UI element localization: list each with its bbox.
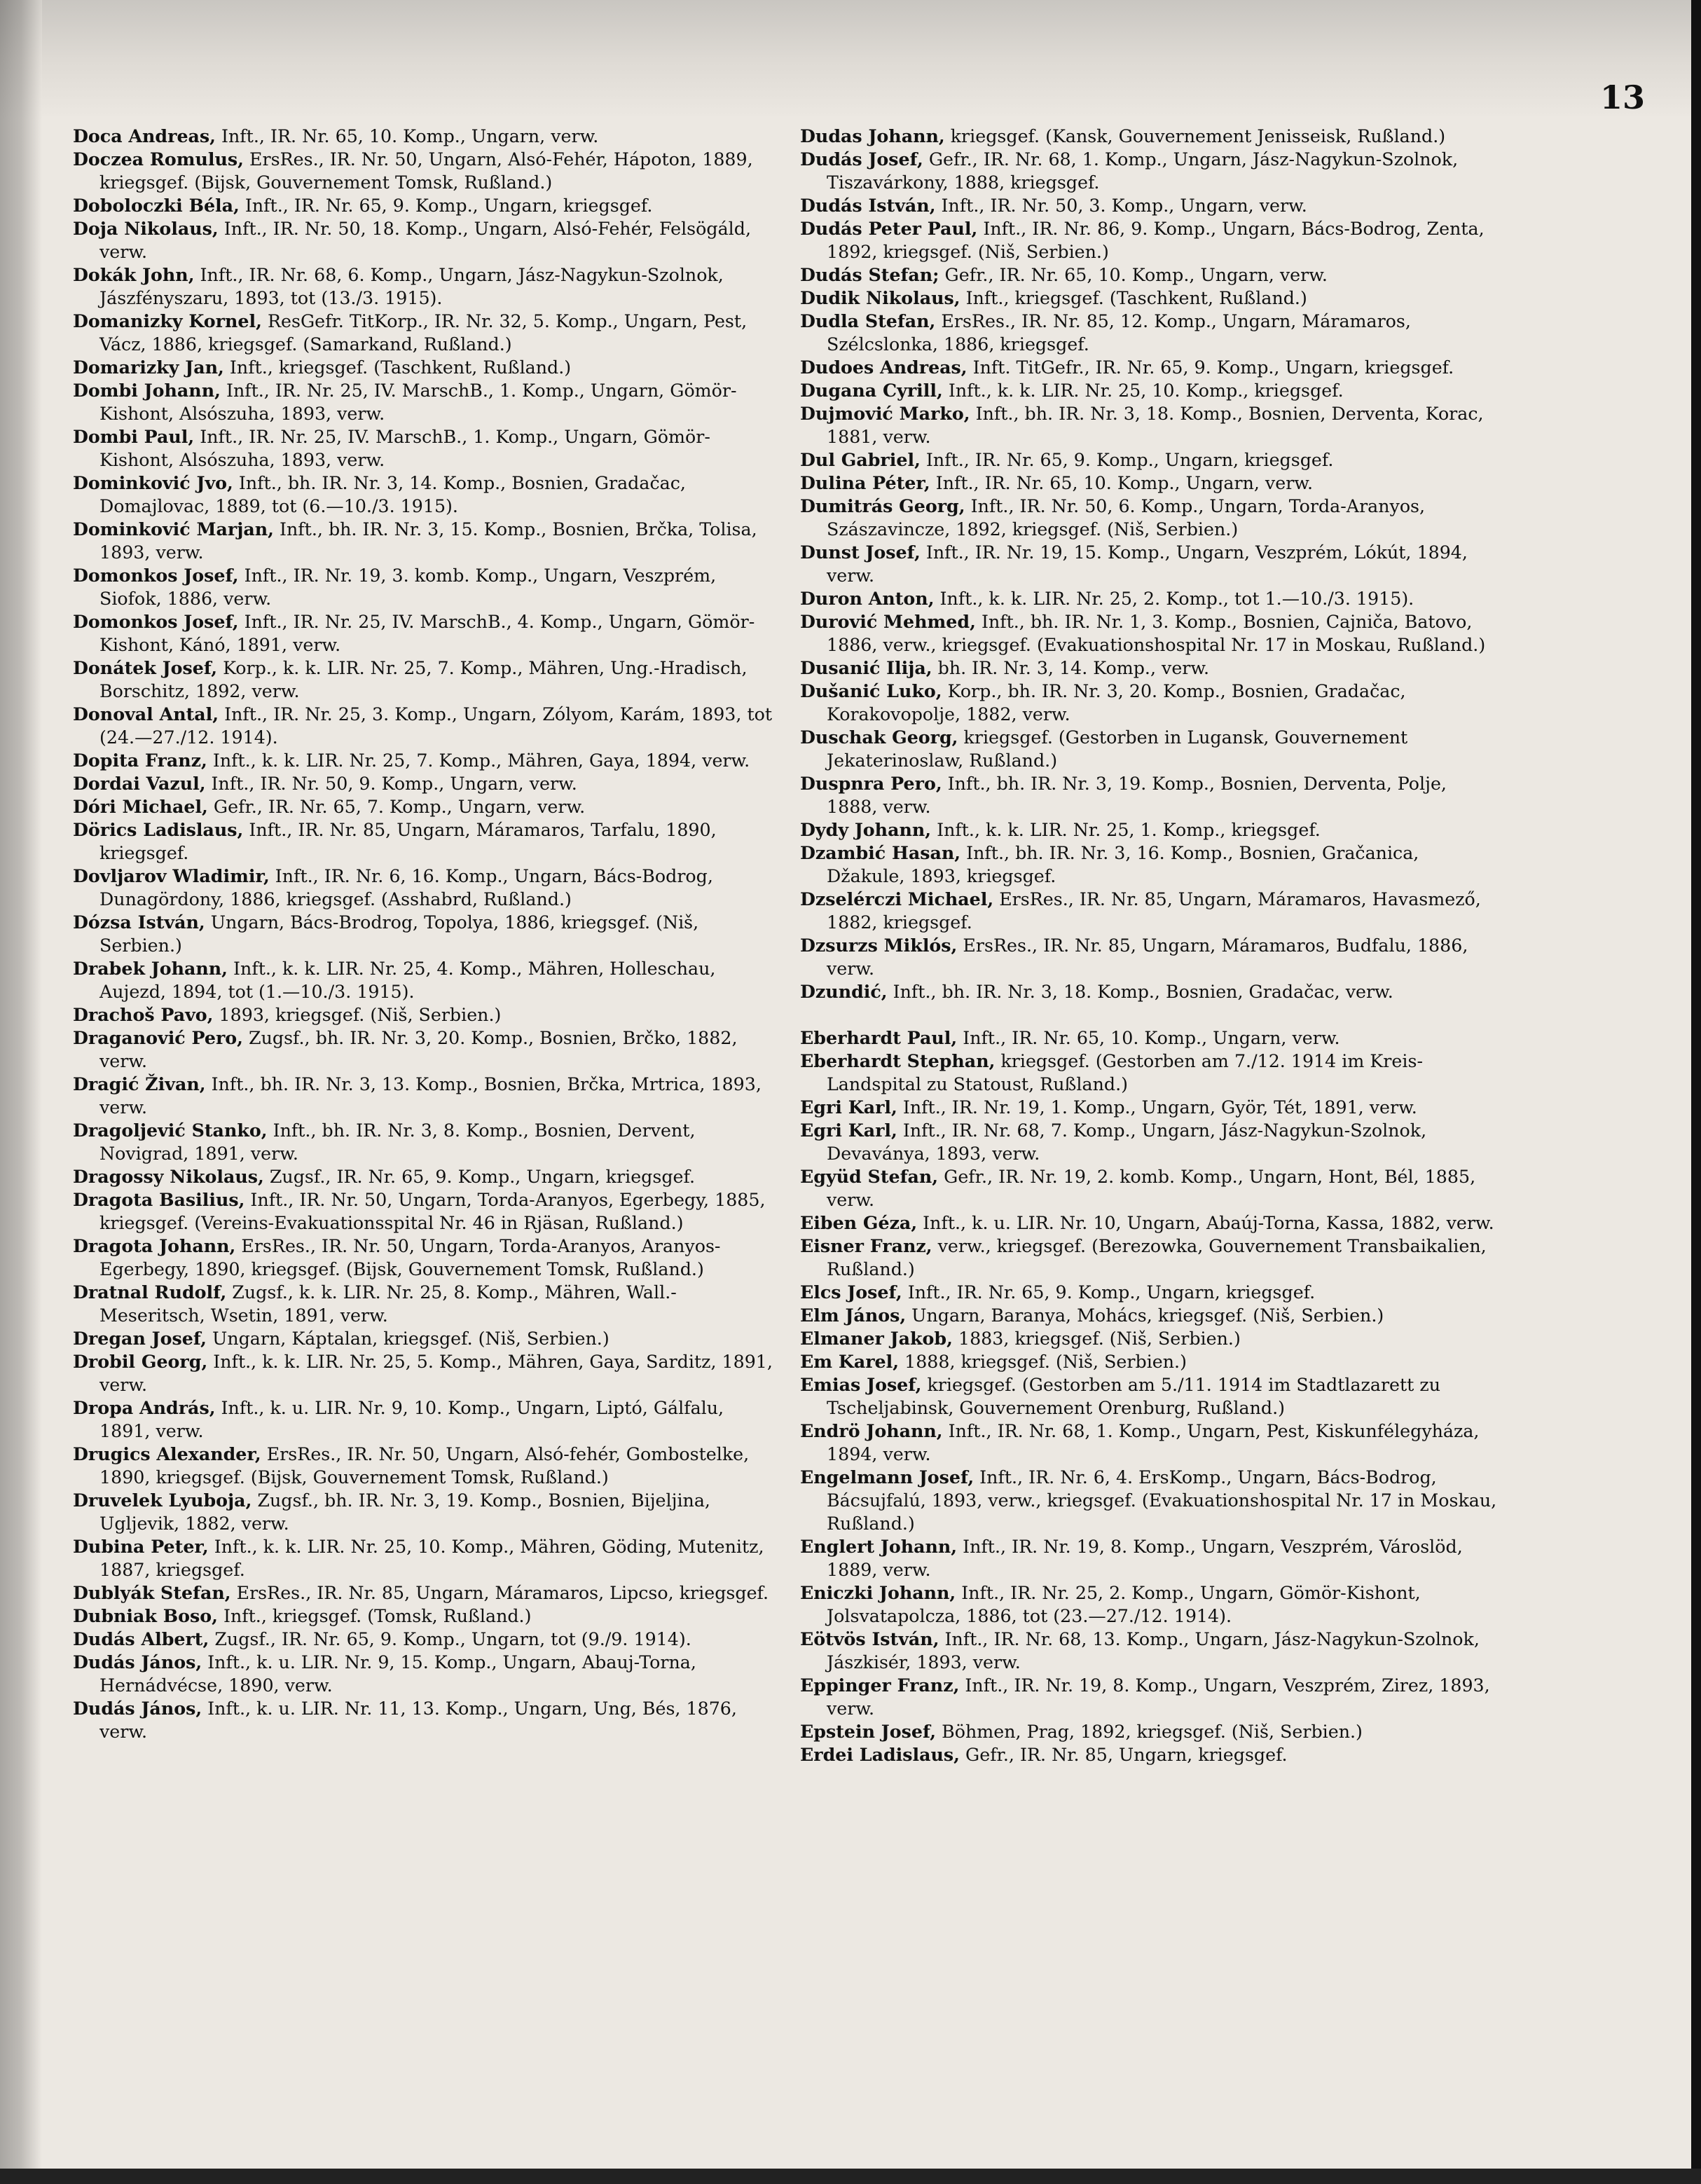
register-entry bbox=[73, 1489, 773, 1535]
entry-details: Inft., IR. Nr. 6, 4. ErsKomp., Ungarn, Bács-Bodrog, Bácsujfalú, 1893, verw., kriegsgef. (Evakuationshospital Nr. 17 in Moskau, Rußland.) bbox=[827, 1467, 1497, 1534]
entry-name: Dragić Živan, bbox=[73, 1073, 206, 1094]
register-entry bbox=[800, 263, 1501, 287]
register-entry bbox=[73, 148, 773, 194]
entry-name: Doca Andreas, bbox=[73, 125, 216, 146]
entry-name: Elmaner Jakob, bbox=[800, 1328, 953, 1349]
register-entry bbox=[800, 772, 1501, 818]
entry-details: ErsRes., IR. Nr. 85, Ungarn, Máramaros, Havasmező, 1882, kriegsgef. bbox=[827, 889, 1481, 933]
register-entry bbox=[800, 610, 1501, 657]
register-entry bbox=[73, 703, 773, 749]
entry-name: Dzundić, bbox=[800, 981, 888, 1002]
register-entry bbox=[73, 657, 773, 703]
register-entry bbox=[73, 1697, 773, 1743]
register-entry bbox=[800, 217, 1501, 263]
entry-name: Dragossy Nikolaus, bbox=[73, 1166, 264, 1187]
register-entry bbox=[73, 518, 773, 564]
entry-details: Gefr., IR. Nr. 19, 2. komb. Komp., Ungarn, Hont, Bél, 1885, verw. bbox=[827, 1167, 1476, 1210]
register-entry bbox=[73, 263, 773, 310]
entry-details: Inft., IR. Nr. 25, 3. Komp., Ungarn, Zólyom, Karám, 1893, tot (24.—27./12. 1914). bbox=[99, 704, 773, 748]
register-entry bbox=[73, 911, 773, 957]
register-entry bbox=[73, 125, 773, 148]
entry-name: Dusanić Ilija, bbox=[800, 657, 932, 678]
entry-details: ErsRes., IR. Nr. 50, Ungarn, Alsó-Fehér, Hápoton, 1889, kriegsgef. (Bijsk, Gouvernement Tomsk, Rußland.) bbox=[99, 149, 753, 193]
entry-details: Inft., IR. Nr. 65, 9. Komp., Ungarn, kriegsgef. bbox=[239, 195, 653, 216]
entry-name: Dumitrás Georg, bbox=[800, 495, 965, 516]
register-entry bbox=[800, 379, 1501, 402]
entry-details: Inft., IR. Nr. 50, 9. Komp., Ungarn, verw. bbox=[205, 774, 577, 794]
register-entry bbox=[73, 610, 773, 657]
entry-details: Inft., bh. IR. Nr. 3, 18. Komp., Bosnien, Gradačac, verw. bbox=[887, 982, 1393, 1002]
register-entry bbox=[800, 541, 1501, 587]
entry-name: Druvelek Lyuboja, bbox=[73, 1490, 252, 1511]
entry-name: Eppinger Franz, bbox=[800, 1675, 960, 1696]
register-entry bbox=[800, 287, 1501, 310]
entry-details: Inft., IR. Nr. 68, 1. Komp., Ungarn, Pest, Kiskunfélegyháza, 1894, verw. bbox=[827, 1421, 1480, 1464]
entry-name: Eberhardt Paul, bbox=[800, 1027, 958, 1048]
entry-name: Erdei Ladislaus, bbox=[800, 1744, 960, 1765]
entry-details: Zugsf., bh. IR. Nr. 3, 20. Komp., Bosnien, Brčko, 1882, verw. bbox=[99, 1028, 738, 1071]
register-entry bbox=[800, 657, 1501, 680]
entry-details: Inft., IR. Nr. 25, 2. Komp., Ungarn, Gömör-Kishont, Jolsvatapolcza, 1886, tot (23.—27./12. 1914). bbox=[827, 1583, 1421, 1626]
entry-name: Duspnra Pero, bbox=[800, 773, 942, 794]
entry-name: Elcs Josef, bbox=[800, 1282, 902, 1303]
register-entry bbox=[800, 888, 1501, 934]
entry-details: Inft., IR. Nr. 85, Ungarn, Máramaros, Tarfalu, 1890, kriegsgef. bbox=[99, 820, 717, 863]
entry-details: ErsRes., IR. Nr. 50, Ungarn, Alsó-fehér, Gombostelke, 1890, kriegsgef. (Bijsk, Gouvernement Tomsk, Rußland.) bbox=[99, 1444, 750, 1488]
entry-details: Gefr., IR. Nr. 68, 1. Komp., Ungarn, Jász-Nagykun-Szolnok, Tiszavárkony, 1888, kriegsgef. bbox=[827, 149, 1459, 193]
register-entry bbox=[73, 795, 773, 818]
entry-name: Dokák John, bbox=[73, 264, 195, 285]
entry-details: Inft., IR. Nr. 19, 1. Komp., Ungarn, Györ, Tét, 1891, verw. bbox=[897, 1097, 1417, 1118]
entry-details: Inft., bh. IR. Nr. 1, 3. Komp., Bosnien, Cajniča, Batovo, 1886, verw., kriegsgef. (Evakuationshospital Nr. 17 in Moskau, Rußland.) bbox=[827, 612, 1486, 655]
entry-name: Eisner Franz, bbox=[800, 1235, 932, 1256]
entry-name: Domanizky Kornel, bbox=[73, 310, 262, 331]
entry-details: Inft., IR. Nr. 65, 9. Komp., Ungarn, kriegsgef. bbox=[920, 450, 1334, 470]
entry-name: Dubina Peter, bbox=[73, 1536, 209, 1557]
entry-details: verw., kriegsgef. (Berezowka, Gouvernement Transbaikalien, Rußland.) bbox=[827, 1236, 1487, 1279]
entry-name: Engelmann Josef, bbox=[800, 1467, 975, 1488]
entry-details: Inft., kriegsgef. (Tomsk, Rußland.) bbox=[217, 1606, 532, 1626]
entry-details: Inft., IR. Nr. 68, 13. Komp., Ungarn, Jász-Nagykun-Szolnok, Jászkisér, 1893, verw. bbox=[827, 1629, 1480, 1673]
entry-details: Inft. TitGefr., IR. Nr. 65, 9. Komp., Ungarn, kriegsgef. bbox=[967, 357, 1454, 378]
register-entry bbox=[800, 934, 1501, 980]
register-entry bbox=[800, 1304, 1501, 1327]
entry-details: bh. IR. Nr. 3, 14. Komp., verw. bbox=[932, 658, 1210, 678]
register-entry bbox=[73, 194, 773, 217]
entry-name: Dugana Cyrill, bbox=[800, 380, 943, 401]
entry-name: Epstein Josef, bbox=[800, 1721, 937, 1742]
entry-name: Domarizky Jan, bbox=[73, 357, 224, 378]
entry-details: Korp., bh. IR. Nr. 3, 20. Komp., Bosnien, Gradačac, Korakovopolje, 1882, verw. bbox=[827, 681, 1406, 724]
entry-details: Inft., IR. Nr. 65, 10. Komp., Ungarn, verw. bbox=[215, 126, 599, 146]
entry-name: Doja Nikolaus, bbox=[73, 218, 219, 239]
entry-name: Drachoš Pavo, bbox=[73, 1004, 214, 1025]
entry-details: Inft., bh. IR. Nr. 3, 18. Komp., Bosnien, Derventa, Korac, 1881, verw. bbox=[827, 404, 1484, 447]
entry-details: Inft., IR. Nr. 25, IV. MarschB., 4. Komp., Ungarn, Gömör-Kishont, Kánó, 1891, verw. bbox=[99, 612, 755, 655]
register-entry bbox=[73, 957, 773, 1003]
entry-name: Dragota Basilius, bbox=[73, 1189, 245, 1210]
entry-name: Englert Johann, bbox=[800, 1536, 958, 1557]
entry-details: Inft., IR. Nr. 68, 6. Komp., Ungarn, Jász-Nagykun-Szolnok, Jászfényszaru, 1893, tot (13./3. 1915). bbox=[99, 265, 724, 308]
entry-details: kriegsgef. (Gestorben am 7./12. 1914 im Kreis-Landspital zu Statoust, Rußland.) bbox=[827, 1051, 1423, 1094]
entry-name: Duschak Georg, bbox=[800, 727, 958, 748]
register-entry bbox=[73, 1581, 773, 1605]
entry-name: Endrö Johann, bbox=[800, 1420, 943, 1441]
entry-details: Inft., bh. IR. Nr. 3, 16. Komp., Bosnien, Gračanica, Džakule, 1893, kriegsgef. bbox=[827, 843, 1419, 886]
entry-name: Dóri Michael, bbox=[73, 796, 208, 817]
register-entry bbox=[800, 194, 1501, 217]
entry-details: kriegsgef. (Gestorben in Lugansk, Gouvernement Jekaterinoslaw, Rußland.) bbox=[827, 727, 1408, 771]
entry-name: Donoval Antal, bbox=[73, 703, 219, 724]
entry-name: Dovljarov Wladimir, bbox=[73, 865, 270, 886]
entry-details: Inft., IR. Nr. 25, IV. MarschB., 1. Komp., Ungarn, Gömör-Kishont, Alsószuha, 1893, verw. bbox=[99, 380, 737, 424]
register-entry bbox=[800, 356, 1501, 379]
entry-details: ErsRes., IR. Nr. 85, Ungarn, Máramaros, Lipcso, kriegsgef. bbox=[230, 1583, 769, 1603]
entry-details: Inft., IR. Nr. 50, 6. Komp., Ungarn, Torda-Aranyos, Szászavincze, 1892, kriegsgef. (Niš, Serbien.) bbox=[827, 496, 1426, 540]
entry-details: Korp., k. k. LIR. Nr. 25, 7. Komp., Mähren, Ung.-Hradisch, Borschitz, 1892, verw. bbox=[99, 658, 748, 701]
entry-details: Ungarn, Baranya, Mohács, kriegsgef. (Niš, Serbien.) bbox=[906, 1305, 1384, 1326]
entry-details: Inft., k. k. LIR. Nr. 25, 4. Komp., Mähren, Holleschau, Aujezd, 1894, tot (1.—10./3. 1915). bbox=[99, 959, 716, 1002]
entry-name: Drobil Georg, bbox=[73, 1351, 208, 1372]
entry-name: Dudás János, bbox=[73, 1651, 202, 1673]
register-entry bbox=[800, 495, 1501, 541]
entry-details: Inft., k. k. LIR. Nr. 25, 10. Komp., kriegsgef. bbox=[942, 380, 1344, 401]
entry-name: Dudla Stefan, bbox=[800, 310, 936, 331]
entry-name: Dudoes Andreas, bbox=[800, 357, 967, 378]
entry-name: Eniczki Johann, bbox=[800, 1582, 956, 1603]
entry-name: Dujmović Marko, bbox=[800, 403, 970, 424]
register-entry bbox=[800, 726, 1501, 772]
register-entry bbox=[73, 1605, 773, 1628]
register-entry bbox=[73, 564, 773, 610]
entry-details: Inft., IR. Nr. 25, IV. MarschB., 1. Komp., Ungarn, Gömör-Kishont, Alsószuha, 1893, verw. bbox=[99, 427, 710, 470]
entry-name: Duron Anton, bbox=[800, 588, 935, 609]
entry-details: Inft., IR. Nr. 19, 8. Komp., Ungarn, Veszprém, Városlöd, 1889, verw. bbox=[827, 1537, 1463, 1580]
entry-name: Egri Karl, bbox=[800, 1120, 897, 1141]
register-entry bbox=[800, 1119, 1501, 1165]
entry-name: Dózsa István, bbox=[73, 912, 205, 933]
entry-name: Dudás Stefan; bbox=[800, 264, 939, 285]
entry-details: 1888, kriegsgef. (Niš, Serbien.) bbox=[899, 1352, 1187, 1372]
register-entry bbox=[73, 1628, 773, 1651]
entry-name: Dul Gabriel, bbox=[800, 449, 921, 470]
entry-name: Dragoljević Stanko, bbox=[73, 1120, 268, 1141]
entry-details: Gefr., IR. Nr. 65, 7. Komp., Ungarn, verw. bbox=[207, 797, 586, 817]
section-gap bbox=[800, 1003, 1501, 1026]
register-entry bbox=[73, 772, 773, 795]
entry-name: Doboloczki Béla, bbox=[73, 195, 240, 216]
right-column bbox=[800, 125, 1501, 1766]
entry-name: Draganović Pero, bbox=[73, 1027, 243, 1048]
entry-name: Domonkos Josef, bbox=[73, 611, 239, 632]
entry-details: Böhmen, Prag, 1892, kriegsgef. (Niš, Serbien.) bbox=[936, 1722, 1363, 1742]
register-entry bbox=[800, 842, 1501, 888]
entry-details: Inft., kriegsgef. (Taschkent, Rußland.) bbox=[223, 357, 572, 378]
register-entry bbox=[800, 402, 1501, 448]
register-entry bbox=[800, 980, 1501, 1003]
entry-details: Gefr., IR. Nr. 85, Ungarn, kriegsgef. bbox=[959, 1745, 1288, 1765]
register-entry bbox=[73, 1003, 773, 1026]
register-entry bbox=[73, 1350, 773, 1396]
register-entry bbox=[800, 818, 1501, 842]
entry-details: ErsRes., IR. Nr. 50, Ungarn, Torda-Aranyos, Aranyos-Egerbegy, 1890, kriegsgef. (Bijsk, Gouvernement Tomsk, Rußland.) bbox=[99, 1236, 721, 1279]
register-entry bbox=[800, 1096, 1501, 1119]
entry-details: kriegsgef. (Kansk, Gouvernement Jenisseisk, Rußland.) bbox=[944, 126, 1446, 146]
entry-name: Dubniak Boso, bbox=[73, 1605, 218, 1626]
register-entry bbox=[73, 472, 773, 518]
scan-right-border bbox=[1691, 0, 1701, 2184]
entry-name: Drugics Alexander, bbox=[73, 1443, 261, 1464]
entry-details: Inft., IR. Nr. 68, 7. Komp., Ungarn, Jász-Nagykun-Szolnok, Devaványa, 1893, verw. bbox=[827, 1120, 1427, 1164]
scan-left-shadow bbox=[0, 0, 42, 2184]
entry-details: ErsRes., IR. Nr. 85, Ungarn, Máramaros, Budfalu, 1886, verw. bbox=[827, 935, 1468, 979]
register-entry bbox=[800, 1674, 1501, 1720]
register-entry bbox=[800, 1373, 1501, 1420]
entry-name: Durović Mehmed, bbox=[800, 611, 976, 632]
entry-details: Inft., IR. Nr. 50, Ungarn, Torda-Aranyos, Egerbegy, 1885, kriegsgef. (Vereins-Evakuationsspital Nr. 46 in Rjäsan, Rußland.) bbox=[99, 1190, 766, 1233]
entry-details: Inft., bh. IR. Nr. 3, 15. Komp., Bosnien, Brčka, Tolisa, 1893, verw. bbox=[99, 519, 757, 563]
entry-name: Együd Stefan, bbox=[800, 1166, 939, 1187]
entry-details: Ungarn, Káptalan, kriegsgef. (Niš, Serbien.) bbox=[206, 1328, 610, 1349]
entry-details: Inft., k. k. LIR. Nr. 25, 2. Komp., tot 1.—10./3. 1915). bbox=[934, 589, 1414, 609]
entry-name: Dudás János, bbox=[73, 1698, 202, 1719]
entry-name: Dušanić Luko, bbox=[800, 680, 942, 701]
register-entry bbox=[800, 472, 1501, 495]
register-entry bbox=[73, 379, 773, 425]
entry-details: Zugsf., IR. Nr. 65, 9. Komp., Ungarn, tot (9./9. 1914). bbox=[209, 1629, 691, 1649]
entry-details: Inft., k. u. LIR. Nr. 10, Ungarn, Abaúj-Torna, Kassa, 1882, verw. bbox=[917, 1213, 1494, 1233]
entry-details: Inft., IR. Nr. 19, 15. Komp., Ungarn, Veszprém, Lókút, 1894, verw. bbox=[827, 542, 1468, 586]
page-number: 13 bbox=[1599, 78, 1645, 116]
register-entry bbox=[800, 1165, 1501, 1211]
register-entry bbox=[800, 1420, 1501, 1466]
entry-name: Domonkos Josef, bbox=[73, 565, 239, 586]
register-entry bbox=[800, 1327, 1501, 1350]
entry-details: Zugsf., k. k. LIR. Nr. 25, 8. Komp., Mähren, Wall.-Meseritsch, Wsetin, 1891, verw. bbox=[99, 1282, 677, 1326]
entry-details: Zugsf., bh. IR. Nr. 3, 19. Komp., Bosnien, Bijeljina, Ugljevik, 1882, verw. bbox=[99, 1490, 710, 1534]
entry-name: Dudás Peter Paul, bbox=[800, 218, 978, 239]
entry-details: Inft., k. u. LIR. Nr. 9, 10. Komp., Ungarn, Liptó, Gálfalu, 1891, verw. bbox=[99, 1398, 724, 1441]
entry-name: Dudas Johann, bbox=[800, 125, 945, 146]
entry-details: Inft., k. k. LIR. Nr. 25, 10. Komp., Mähren, Göding, Mutenitz, 1887, kriegsgef. bbox=[99, 1537, 764, 1580]
register-entry bbox=[73, 818, 773, 865]
entry-details: Inft., IR. Nr. 19, 3. komb. Komp., Ungarn, Veszprém, Siofok, 1886, verw. bbox=[99, 565, 717, 609]
entry-details: Inft., kriegsgef. (Taschkent, Rußland.) bbox=[960, 288, 1307, 308]
register-entry bbox=[73, 1026, 773, 1073]
entry-name: Eiben Géza, bbox=[800, 1212, 918, 1233]
register-entry bbox=[800, 1026, 1501, 1050]
register-entry bbox=[73, 1396, 773, 1443]
register-entry bbox=[800, 1581, 1501, 1628]
register-entry bbox=[800, 310, 1501, 356]
entry-name: Dregan Josef, bbox=[73, 1328, 207, 1349]
entry-details: ResGefr. TitKorp., IR. Nr. 32, 5. Komp., Ungarn, Pest, Vácz, 1886, kriegsgef. (Samarkand, Rußland.) bbox=[99, 311, 748, 355]
entry-name: Dropa András, bbox=[73, 1397, 216, 1418]
register-entry bbox=[73, 425, 773, 472]
entry-details: Inft., bh. IR. Nr. 3, 14. Komp., Bosnien, Gradačac, Domajlovac, 1889, tot (6.—10./3. 1915). bbox=[99, 473, 686, 516]
entry-details: 1883, kriegsgef. (Niš, Serbien.) bbox=[952, 1328, 1241, 1349]
register-entry bbox=[800, 1211, 1501, 1235]
register-entry bbox=[73, 310, 773, 356]
scan-top-shadow bbox=[0, 0, 1701, 119]
entry-name: Egri Karl, bbox=[800, 1097, 897, 1118]
register-entry bbox=[800, 1466, 1501, 1535]
entry-name: Emias Josef, bbox=[800, 1374, 922, 1395]
entry-details: 1893, kriegsgef. (Niš, Serbien.) bbox=[213, 1005, 502, 1025]
left-column bbox=[73, 125, 773, 1743]
register-entry bbox=[73, 356, 773, 379]
entry-name: Dudás Josef, bbox=[800, 149, 923, 170]
entry-name: Dopita Franz, bbox=[73, 750, 207, 771]
entry-details: Inft., IR. Nr. 65, 10. Komp., Ungarn, verw. bbox=[930, 473, 1313, 493]
register-entry bbox=[73, 1073, 773, 1119]
entry-name: Eberhardt Stephan, bbox=[800, 1050, 996, 1071]
entry-name: Dublyák Stefan, bbox=[73, 1582, 231, 1603]
entry-name: Dordai Vazul, bbox=[73, 773, 206, 794]
entry-name: Dudás Albert, bbox=[73, 1628, 209, 1649]
register-entry bbox=[800, 1350, 1501, 1373]
entry-name: Elm János, bbox=[800, 1305, 907, 1326]
entry-details: Ungarn, Bács-Brodrog, Topolya, 1886, kriegsgef. (Niš, Serbien.) bbox=[99, 912, 699, 956]
entry-name: Dombi Paul, bbox=[73, 426, 195, 447]
entry-details: kriegsgef. (Gestorben am 5./11. 1914 im Stadtlazarett zu Tscheljabinsk, Gouvernement Orenburg, Rußland.) bbox=[827, 1375, 1440, 1418]
entry-details: Inft., IR. Nr. 50, 3. Komp., Ungarn, verw. bbox=[935, 195, 1307, 216]
entry-details: Inft., IR. Nr. 86, 9. Komp., Ungarn, Bács-Bodrog, Zenta, 1892, kriegsgef. (Niš, Serbien.) bbox=[827, 219, 1485, 262]
register-entry bbox=[800, 125, 1501, 148]
entry-name: Dydy Johann, bbox=[800, 819, 932, 840]
entry-name: Dzsurzs Miklós, bbox=[800, 935, 958, 956]
register-entry bbox=[800, 1743, 1501, 1766]
entry-details: Inft., IR. Nr. 65, 10. Komp., Ungarn, verw. bbox=[957, 1028, 1340, 1048]
register-entry bbox=[800, 1628, 1501, 1674]
entry-name: Dragota Johann, bbox=[73, 1235, 236, 1256]
register-entry bbox=[800, 587, 1501, 610]
entry-details: Inft., k. k. LIR. Nr. 25, 7. Komp., Mähren, Gaya, 1894, verw. bbox=[207, 750, 750, 771]
register-entry bbox=[800, 1235, 1501, 1281]
entry-details: Inft., bh. IR. Nr. 3, 19. Komp., Bosnien, Derventa, Polje, 1888, verw. bbox=[827, 774, 1447, 817]
entry-details: Inft., bh. IR. Nr. 3, 8. Komp., Bosnien, Dervent, Novigrad, 1891, verw. bbox=[99, 1120, 696, 1164]
register-entry bbox=[73, 217, 773, 263]
entry-name: Donátek Josef, bbox=[73, 657, 218, 678]
entry-details: Inft., IR. Nr. 6, 16. Komp., Ungarn, Bács-Bodrog, Dunagördony, 1886, kriegsgef. (Asshabrd, Rußland.) bbox=[99, 866, 713, 909]
entry-name: Dunst Josef, bbox=[800, 542, 921, 563]
register-entry bbox=[73, 749, 773, 772]
register-entry bbox=[73, 865, 773, 911]
register-entry bbox=[800, 680, 1501, 726]
register-entry bbox=[73, 1235, 773, 1281]
scan-bottom-border bbox=[0, 2169, 1701, 2184]
entry-details: Inft., IR. Nr. 50, 18. Komp., Ungarn, Alsó-Fehér, Felsögáld, verw. bbox=[99, 219, 751, 262]
register-entry bbox=[800, 1720, 1501, 1743]
register-entry bbox=[800, 1050, 1501, 1096]
entry-details: Zugsf., IR. Nr. 65, 9. Komp., Ungarn, kriegsgef. bbox=[263, 1167, 695, 1187]
entry-name: Dulina Péter, bbox=[800, 472, 930, 493]
entry-name: Eötvös István, bbox=[800, 1628, 939, 1649]
entry-name: Dzambić Hasan, bbox=[800, 842, 961, 863]
register-entry bbox=[73, 1443, 773, 1489]
register-entry bbox=[73, 1188, 773, 1235]
register-entry bbox=[800, 148, 1501, 194]
register-entry bbox=[73, 1327, 773, 1350]
entry-details: Inft., IR. Nr. 65, 9. Komp., Ungarn, kriegsgef. bbox=[902, 1282, 1316, 1303]
entry-name: Drabek Johann, bbox=[73, 958, 228, 979]
entry-name: Dominković Marjan, bbox=[73, 518, 274, 540]
register-entry bbox=[800, 1535, 1501, 1581]
register-entry bbox=[800, 1281, 1501, 1304]
entry-details: Gefr., IR. Nr. 65, 10. Komp., Ungarn, verw. bbox=[939, 265, 1328, 285]
entry-details: Inft., k. k. LIR. Nr. 25, 5. Komp., Mähren, Gaya, Sarditz, 1891, verw. bbox=[99, 1352, 773, 1395]
entry-name: Em Karel, bbox=[800, 1351, 900, 1372]
entry-details: Inft., k. u. LIR. Nr. 9, 15. Komp., Ungarn, Abauj-Torna, Hernádvécse, 1890, verw. bbox=[99, 1652, 696, 1696]
entry-details: Inft., IR. Nr. 19, 8. Komp., Ungarn, Veszprém, Zirez, 1893, verw. bbox=[827, 1675, 1490, 1719]
entry-details: Inft., bh. IR. Nr. 3, 13. Komp., Bosnien, Brčka, Mrtrica, 1893, verw. bbox=[99, 1074, 762, 1118]
register-entry bbox=[73, 1535, 773, 1581]
entry-name: Dörics Ladislaus, bbox=[73, 819, 244, 840]
entry-name: Dominković Jvo, bbox=[73, 472, 233, 493]
entry-details: Inft., k. k. LIR. Nr. 25, 1. Komp., kriegsgef. bbox=[931, 820, 1321, 840]
entry-name: Dombi Johann, bbox=[73, 380, 221, 401]
register-entry bbox=[73, 1651, 773, 1697]
entry-name: Doczea Romulus, bbox=[73, 149, 244, 170]
entry-details: Inft., k. u. LIR. Nr. 11, 13. Komp., Ungarn, Ung, Bés, 1876, verw. bbox=[99, 1698, 737, 1742]
register-entry bbox=[73, 1165, 773, 1188]
entry-name: Dzselérczi Michael, bbox=[800, 888, 994, 909]
register-entry bbox=[800, 448, 1501, 472]
register-entry bbox=[73, 1119, 773, 1165]
entry-name: Dratnal Rudolf, bbox=[73, 1282, 227, 1303]
entry-details: ErsRes., IR. Nr. 85, 12. Komp., Ungarn, Máramaros, Szélcslonka, 1886, kriegsgef. bbox=[827, 311, 1411, 355]
entry-name: Dudik Nikolaus, bbox=[800, 287, 960, 308]
register-entry bbox=[73, 1281, 773, 1327]
entry-name: Dudás István, bbox=[800, 195, 936, 216]
